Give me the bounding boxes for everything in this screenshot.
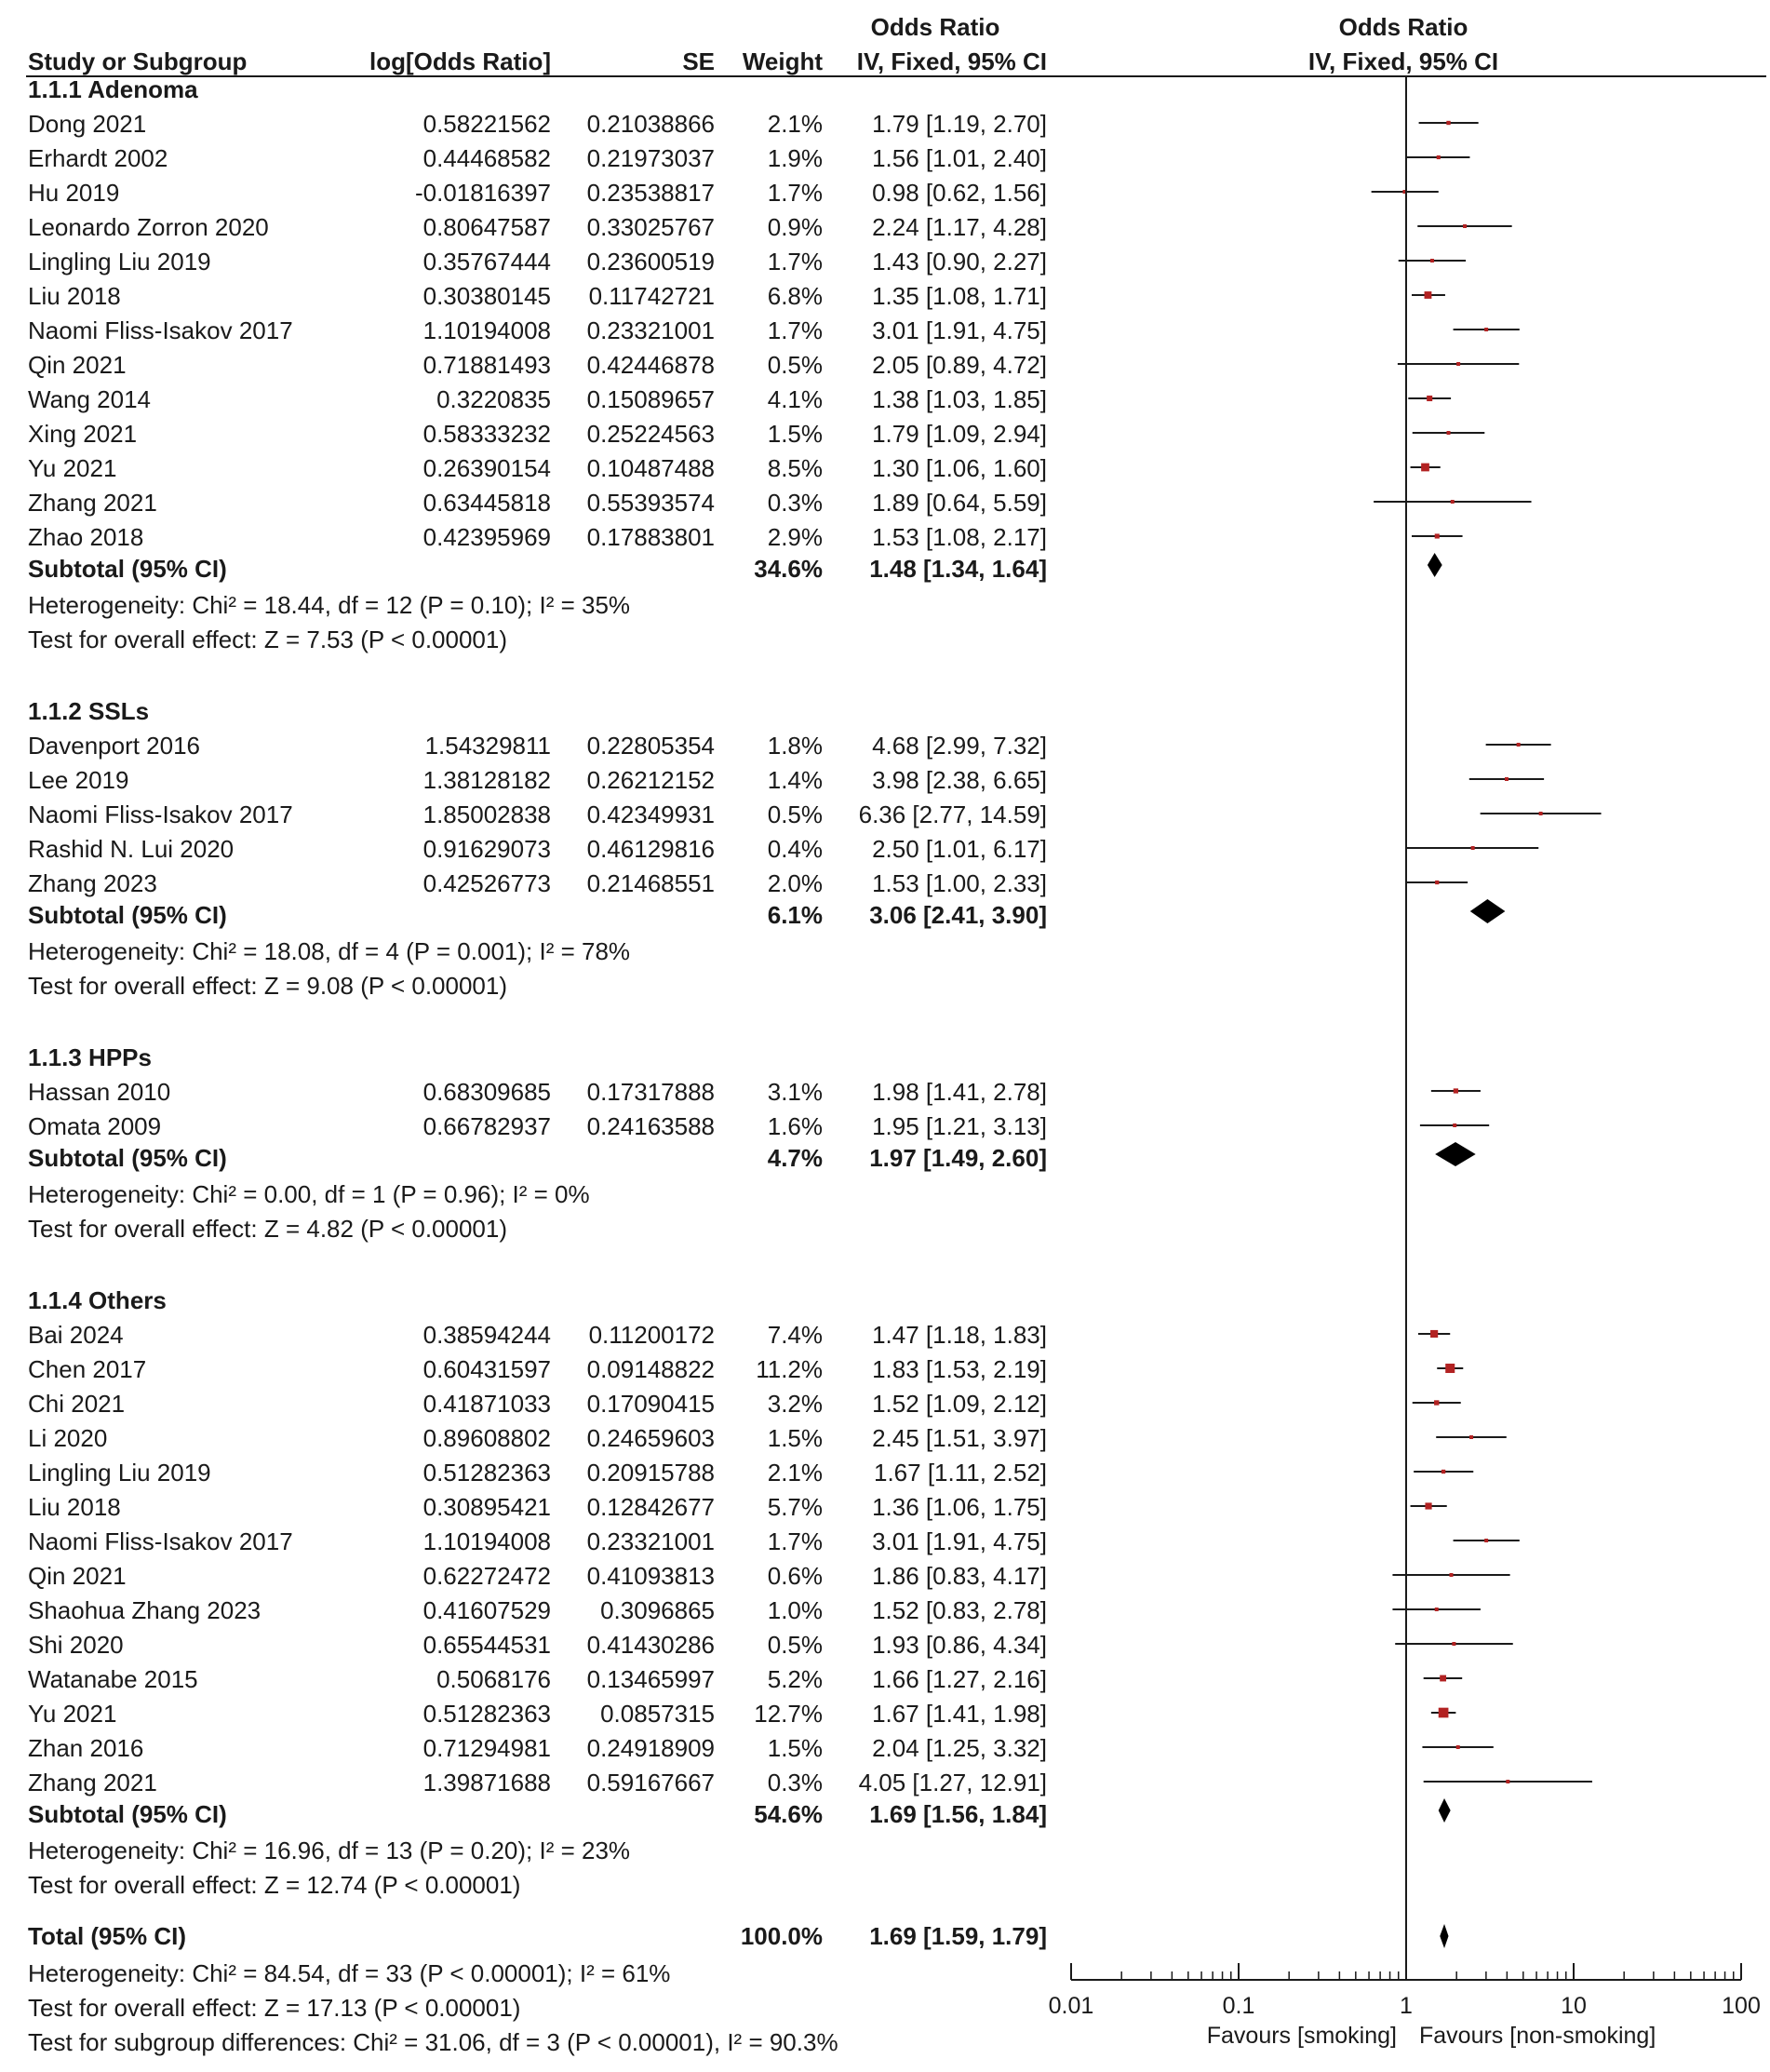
study-logor: 1.54329811 bbox=[424, 732, 551, 760]
study-weight: 2.1% bbox=[767, 1459, 823, 1487]
study-name: Liu 2018 bbox=[28, 282, 121, 310]
study-logor: 0.91629073 bbox=[422, 835, 551, 863]
study-weight: 1.5% bbox=[767, 420, 823, 448]
study-ci: 4.05 [1.27, 12.91] bbox=[858, 1769, 1047, 1796]
study-ci: 1.93 [0.86, 4.34] bbox=[872, 1631, 1047, 1659]
study-ci: 1.38 [1.03, 1.85] bbox=[872, 385, 1047, 413]
study-weight: 2.1% bbox=[767, 110, 823, 138]
study-logor: 0.26390154 bbox=[422, 454, 551, 482]
study-weight: 0.4% bbox=[767, 835, 823, 863]
subtotal-label: Subtotal (95% CI) bbox=[28, 555, 227, 583]
study-name: Naomi Fliss-Isakov 2017 bbox=[28, 1527, 293, 1555]
study-se: 0.21973037 bbox=[586, 144, 715, 172]
subtotal-ci: 1.97 [1.49, 2.60] bbox=[869, 1144, 1047, 1172]
study-name: Lingling Liu 2019 bbox=[28, 1459, 211, 1487]
study-weight: 5.7% bbox=[767, 1493, 823, 1521]
subtotal-ci: 1.69 [1.56, 1.84] bbox=[869, 1800, 1047, 1828]
study-weight: 1.6% bbox=[767, 1112, 823, 1140]
study-ci: 6.36 [2.77, 14.59] bbox=[858, 801, 1047, 828]
study-logor: 0.30895421 bbox=[422, 1493, 551, 1521]
subgroup-title: 1.1.3 HPPs bbox=[28, 1043, 152, 1071]
study-se: 0.23321001 bbox=[586, 1527, 715, 1555]
study-se: 0.20915788 bbox=[586, 1459, 715, 1487]
forest-plot-area bbox=[1049, 76, 1761, 2049]
study-se: 0.23600519 bbox=[586, 248, 715, 276]
study-se: 0.11200172 bbox=[588, 1321, 715, 1349]
study-weight: 0.6% bbox=[767, 1562, 823, 1590]
subtotal-ci: 1.48 [1.34, 1.64] bbox=[869, 555, 1047, 583]
study-ci: 3.98 [2.38, 6.65] bbox=[872, 766, 1047, 794]
study-name: Qin 2021 bbox=[28, 1562, 127, 1590]
study-logor: 0.58221562 bbox=[422, 110, 551, 138]
subtotal-diamond bbox=[1428, 553, 1442, 577]
study-name: Dong 2021 bbox=[28, 110, 147, 138]
study-ci: 1.30 [1.06, 1.60] bbox=[872, 454, 1047, 482]
study-logor: 0.42526773 bbox=[422, 869, 551, 897]
study-ci: 0.98 [0.62, 1.56] bbox=[872, 179, 1047, 207]
weight-column-header: Weight bbox=[742, 47, 823, 75]
subtotal-weight: 6.1% bbox=[767, 901, 823, 929]
study-ci: 2.45 [1.51, 3.97] bbox=[872, 1424, 1047, 1452]
study-weight: 7.4% bbox=[767, 1321, 823, 1349]
study-se: 0.41430286 bbox=[586, 1631, 715, 1659]
study-point bbox=[1425, 1502, 1431, 1509]
se-column-header: SE bbox=[682, 47, 715, 75]
total-overall-effect-text: Test for overall effect: Z = 17.13 (P < 0.00001) bbox=[28, 1994, 521, 2022]
plot-or-header-label: Odds Ratio bbox=[1338, 13, 1468, 41]
study-ci: 1.53 [1.08, 2.17] bbox=[872, 523, 1047, 551]
study-weight: 1.5% bbox=[767, 1734, 823, 1762]
study-name: Lingling Liu 2019 bbox=[28, 248, 211, 276]
study-logor: 0.44468582 bbox=[422, 144, 551, 172]
study-ci: 1.36 [1.06, 1.75] bbox=[872, 1493, 1047, 1521]
study-logor: 1.39871688 bbox=[422, 1769, 551, 1796]
study-point bbox=[1453, 1123, 1456, 1127]
study-point bbox=[1456, 1745, 1460, 1749]
study-ci: 1.66 [1.27, 2.16] bbox=[872, 1665, 1047, 1693]
study-logor: 0.68309685 bbox=[422, 1078, 551, 1106]
study-se: 0.3096865 bbox=[600, 1596, 715, 1624]
study-ci: 3.01 [1.91, 4.75] bbox=[872, 1527, 1047, 1555]
study-point bbox=[1437, 155, 1441, 159]
study-point bbox=[1435, 881, 1439, 884]
study-column-header: Study or Subgroup bbox=[28, 47, 248, 75]
forest-rows bbox=[28, 75, 1047, 2056]
subtotal-weight: 54.6% bbox=[754, 1800, 823, 1828]
or-header-label: Odds Ratio bbox=[870, 13, 1000, 41]
study-name: Erhardt 2002 bbox=[28, 144, 168, 172]
study-name: Lee 2019 bbox=[28, 766, 129, 794]
study-point bbox=[1440, 1675, 1446, 1682]
study-point bbox=[1445, 1364, 1455, 1373]
study-weight: 1.0% bbox=[767, 1596, 823, 1624]
study-weight: 1.4% bbox=[767, 766, 823, 794]
study-se: 0.25224563 bbox=[586, 420, 715, 448]
study-se: 0.59167667 bbox=[586, 1769, 715, 1796]
study-ci: 1.98 [1.41, 2.78] bbox=[872, 1078, 1047, 1106]
study-se: 0.23321001 bbox=[586, 316, 715, 344]
total-heterogeneity-text: Heterogeneity: Chi² = 84.54, df = 33 (P < 0.00001); I² = 61% bbox=[28, 1959, 671, 1987]
subgroup-differences-text: Test for subgroup differences: Chi² = 31.06, df = 3 (P < 0.00001), I² = 90.3% bbox=[28, 2028, 838, 2056]
study-se: 0.42349931 bbox=[586, 801, 715, 828]
study-se: 0.17317888 bbox=[586, 1078, 715, 1106]
study-name: Naomi Fliss-Isakov 2017 bbox=[28, 801, 293, 828]
study-ci: 1.43 [0.90, 2.27] bbox=[872, 248, 1047, 276]
study-point bbox=[1452, 1642, 1455, 1646]
study-se: 0.17090415 bbox=[586, 1390, 715, 1418]
subtotal-weight: 34.6% bbox=[754, 555, 823, 583]
subgroup-title: 1.1.1 Adenoma bbox=[28, 75, 198, 103]
study-se: 0.09148822 bbox=[586, 1355, 715, 1383]
study-weight: 1.8% bbox=[767, 732, 823, 760]
study-name: Li 2020 bbox=[28, 1424, 108, 1452]
study-se: 0.46129816 bbox=[586, 835, 715, 863]
study-point bbox=[1425, 291, 1432, 299]
subgroup-title: 1.1.4 Others bbox=[28, 1286, 167, 1314]
study-point bbox=[1469, 1435, 1473, 1439]
study-weight: 5.2% bbox=[767, 1665, 823, 1693]
study-logor: 1.10194008 bbox=[422, 316, 551, 344]
study-ci: 1.79 [1.09, 2.94] bbox=[872, 420, 1047, 448]
study-logor: 0.89608802 bbox=[422, 1424, 551, 1452]
study-point bbox=[1454, 1088, 1458, 1093]
study-point bbox=[1446, 121, 1450, 125]
study-logor: 0.38594244 bbox=[422, 1321, 551, 1349]
subtotal-label: Subtotal (95% CI) bbox=[28, 1144, 227, 1172]
study-point bbox=[1484, 1539, 1488, 1542]
study-se: 0.24918909 bbox=[586, 1734, 715, 1762]
study-logor: 0.80647587 bbox=[422, 213, 551, 241]
subtotal-diamond bbox=[1435, 1142, 1476, 1166]
study-point bbox=[1463, 224, 1467, 228]
study-logor: 0.71881493 bbox=[422, 351, 551, 379]
study-logor: 1.10194008 bbox=[422, 1527, 551, 1555]
study-se: 0.22805354 bbox=[586, 732, 715, 760]
study-weight: 2.9% bbox=[767, 523, 823, 551]
study-name: Hassan 2010 bbox=[28, 1078, 171, 1106]
study-point bbox=[1427, 396, 1432, 401]
subtotal-diamond bbox=[1439, 1798, 1451, 1823]
study-weight: 1.7% bbox=[767, 1527, 823, 1555]
study-weight: 1.7% bbox=[767, 316, 823, 344]
study-name: Rashid N. Lui 2020 bbox=[28, 835, 235, 863]
study-logor: 0.65544531 bbox=[422, 1631, 551, 1659]
study-se: 0.17883801 bbox=[586, 523, 715, 551]
study-logor: 0.30380145 bbox=[422, 282, 551, 310]
study-point bbox=[1456, 362, 1460, 366]
study-se: 0.12842677 bbox=[586, 1493, 715, 1521]
study-logor: -0.01816397 bbox=[414, 179, 551, 207]
subtotal-label: Subtotal (95% CI) bbox=[28, 901, 227, 929]
study-name: Zhang 2021 bbox=[28, 1769, 157, 1796]
study-point bbox=[1484, 328, 1488, 331]
study-weight: 1.7% bbox=[767, 179, 823, 207]
study-name: Chen 2017 bbox=[28, 1355, 147, 1383]
study-name: Qin 2021 bbox=[28, 351, 127, 379]
table-header bbox=[26, 13, 1766, 76]
study-weight: 12.7% bbox=[754, 1700, 823, 1728]
study-weight: 3.2% bbox=[767, 1390, 823, 1418]
ci-column-header: IV, Fixed, 95% CI bbox=[856, 47, 1047, 75]
study-logor: 1.38128182 bbox=[422, 766, 551, 794]
study-ci: 1.52 [0.83, 2.78] bbox=[872, 1596, 1047, 1624]
study-point bbox=[1430, 259, 1434, 262]
study-name: Bai 2024 bbox=[28, 1321, 124, 1349]
study-ci: 1.67 [1.41, 1.98] bbox=[872, 1700, 1047, 1728]
study-weight: 0.3% bbox=[767, 1769, 823, 1796]
study-logor: 0.71294981 bbox=[422, 1734, 551, 1762]
study-point bbox=[1506, 1780, 1509, 1783]
study-logor: 0.51282363 bbox=[422, 1700, 551, 1728]
study-point bbox=[1441, 1470, 1445, 1473]
study-se: 0.11742721 bbox=[588, 282, 715, 310]
study-logor: 0.66782937 bbox=[422, 1112, 551, 1140]
study-logor: 0.5068176 bbox=[436, 1665, 551, 1693]
overall-effect-text: Test for overall effect: Z = 4.82 (P < 0.00001) bbox=[28, 1215, 507, 1243]
study-name: Hu 2019 bbox=[28, 179, 120, 207]
study-se: 0.42446878 bbox=[586, 351, 715, 379]
total-label: Total (95% CI) bbox=[28, 1922, 186, 1950]
study-se: 0.33025767 bbox=[586, 213, 715, 241]
study-ci: 1.89 [0.64, 5.59] bbox=[872, 489, 1047, 517]
study-name: Davenport 2016 bbox=[28, 732, 201, 760]
study-logor: 1.85002838 bbox=[422, 801, 551, 828]
study-logor: 0.35767444 bbox=[422, 248, 551, 276]
plot-ci-column-header: IV, Fixed, 95% CI bbox=[1307, 47, 1499, 75]
overall-effect-text: Test for overall effect: Z = 12.74 (P < 0.00001) bbox=[28, 1871, 521, 1899]
total-weight: 100.0% bbox=[740, 1922, 823, 1950]
study-ci: 1.52 [1.09, 2.12] bbox=[872, 1390, 1047, 1418]
study-se: 0.24659603 bbox=[586, 1424, 715, 1452]
favours-right-label: Favours [non-smoking] bbox=[1419, 2023, 1656, 2049]
subtotal-ci: 3.06 [2.41, 3.90] bbox=[869, 901, 1047, 929]
study-logor: 0.3220835 bbox=[436, 385, 551, 413]
subtotal-weight: 4.7% bbox=[767, 1144, 823, 1172]
study-weight: 0.9% bbox=[767, 213, 823, 241]
study-weight: 4.1% bbox=[767, 385, 823, 413]
study-point bbox=[1421, 464, 1429, 472]
study-se: 0.41093813 bbox=[586, 1562, 715, 1590]
study-ci: 1.95 [1.21, 3.13] bbox=[872, 1112, 1047, 1140]
heterogeneity-text: Heterogeneity: Chi² = 18.08, df = 4 (P = 0.001); I² = 78% bbox=[28, 937, 631, 965]
x-tick-label: 10 bbox=[1561, 1993, 1587, 2019]
study-weight: 6.8% bbox=[767, 282, 823, 310]
study-weight: 11.2% bbox=[756, 1355, 823, 1383]
study-name: Chi 2021 bbox=[28, 1390, 126, 1418]
heterogeneity-text: Heterogeneity: Chi² = 18.44, df = 12 (P = 0.10); I² = 35% bbox=[28, 591, 631, 619]
x-tick-label: 1 bbox=[1400, 1993, 1413, 2019]
study-ci: 1.56 [1.01, 2.40] bbox=[872, 144, 1047, 172]
study-weight: 0.5% bbox=[767, 801, 823, 828]
study-point bbox=[1430, 1330, 1438, 1338]
study-se: 0.23538817 bbox=[586, 179, 715, 207]
study-weight: 1.7% bbox=[767, 248, 823, 276]
study-weight: 0.5% bbox=[767, 1631, 823, 1659]
study-name: Xing 2021 bbox=[28, 420, 138, 448]
heterogeneity-text: Heterogeneity: Chi² = 16.96, df = 13 (P = 0.20); I² = 23% bbox=[28, 1837, 631, 1864]
study-ci: 1.86 [0.83, 4.17] bbox=[872, 1562, 1047, 1590]
study-name: Zhan 2016 bbox=[28, 1734, 144, 1762]
overall-effect-text: Test for overall effect: Z = 7.53 (P < 0.00001) bbox=[28, 626, 507, 653]
study-name: Zhang 2023 bbox=[28, 869, 157, 897]
study-logor: 0.41607529 bbox=[422, 1596, 551, 1624]
study-point bbox=[1451, 500, 1455, 504]
study-se: 0.21038866 bbox=[586, 110, 715, 138]
study-ci: 2.05 [0.89, 4.72] bbox=[872, 351, 1047, 379]
study-name: Naomi Fliss-Isakov 2017 bbox=[28, 316, 293, 344]
study-se: 0.13465997 bbox=[586, 1665, 715, 1693]
study-name: Watanabe 2015 bbox=[28, 1665, 198, 1693]
study-weight: 1.5% bbox=[767, 1424, 823, 1452]
study-ci: 1.67 [1.11, 2.52] bbox=[874, 1459, 1047, 1487]
x-tick-label: 100 bbox=[1722, 1993, 1761, 2019]
study-name: Leonardo Zorron 2020 bbox=[28, 213, 269, 241]
study-ci: 2.24 [1.17, 4.28] bbox=[872, 213, 1047, 241]
x-tick-label: 0.1 bbox=[1222, 1993, 1255, 2019]
logor-column-header: log[Odds Ratio] bbox=[369, 47, 551, 75]
study-name: Zhao 2018 bbox=[28, 523, 144, 551]
favours-left-label: Favours [smoking] bbox=[1206, 2023, 1397, 2049]
subtotal-diamond bbox=[1470, 899, 1506, 923]
study-name: Yu 2021 bbox=[28, 1700, 117, 1728]
study-ci: 2.50 [1.01, 6.17] bbox=[872, 835, 1047, 863]
study-point bbox=[1439, 1708, 1449, 1718]
study-logor: 0.42395969 bbox=[422, 523, 551, 551]
x-tick-label: 0.01 bbox=[1048, 1993, 1094, 2019]
subtotal-label: Subtotal (95% CI) bbox=[28, 1800, 227, 1828]
study-se: 0.26212152 bbox=[586, 766, 715, 794]
study-logor: 0.58333232 bbox=[422, 420, 551, 448]
study-ci: 1.35 [1.08, 1.71] bbox=[872, 282, 1047, 310]
study-name: Shi 2020 bbox=[28, 1631, 124, 1659]
study-point bbox=[1434, 1400, 1439, 1405]
study-ci: 1.47 [1.18, 1.83] bbox=[872, 1321, 1047, 1349]
study-name: Yu 2021 bbox=[28, 454, 117, 482]
study-point bbox=[1435, 1608, 1439, 1611]
study-se: 0.24163588 bbox=[586, 1112, 715, 1140]
study-se: 0.15089657 bbox=[586, 385, 715, 413]
study-logor: 0.62272472 bbox=[422, 1562, 551, 1590]
study-point bbox=[1517, 743, 1521, 747]
total-diamond bbox=[1440, 1924, 1448, 1948]
study-logor: 0.60431597 bbox=[422, 1355, 551, 1383]
study-se: 0.10487488 bbox=[586, 454, 715, 482]
study-point bbox=[1435, 533, 1440, 538]
study-weight: 0.3% bbox=[767, 489, 823, 517]
study-logor: 0.63445818 bbox=[422, 489, 551, 517]
study-ci: 1.53 [1.00, 2.33] bbox=[872, 869, 1047, 897]
study-se: 0.0857315 bbox=[600, 1700, 715, 1728]
overall-effect-text: Test for overall effect: Z = 9.08 (P < 0.00001) bbox=[28, 972, 507, 1000]
study-ci: 4.68 [2.99, 7.32] bbox=[872, 732, 1047, 760]
study-logor: 0.51282363 bbox=[422, 1459, 551, 1487]
study-se: 0.21468551 bbox=[586, 869, 715, 897]
study-se: 0.55393574 bbox=[586, 489, 715, 517]
study-ci: 1.83 [1.53, 2.19] bbox=[872, 1355, 1047, 1383]
study-weight: 3.1% bbox=[767, 1078, 823, 1106]
study-weight: 2.0% bbox=[767, 869, 823, 897]
study-name: Shaohua Zhang 2023 bbox=[28, 1596, 261, 1624]
study-point bbox=[1539, 812, 1543, 815]
study-weight: 0.5% bbox=[767, 351, 823, 379]
subgroup-title: 1.1.2 SSLs bbox=[28, 697, 150, 725]
study-weight: 8.5% bbox=[767, 454, 823, 482]
study-name: Wang 2014 bbox=[28, 385, 152, 413]
study-ci: 2.04 [1.25, 3.32] bbox=[872, 1734, 1047, 1762]
heterogeneity-text: Heterogeneity: Chi² = 0.00, df = 1 (P = 0.96); I² = 0% bbox=[28, 1180, 590, 1208]
study-name: Zhang 2021 bbox=[28, 489, 157, 517]
study-logor: 0.41871033 bbox=[422, 1390, 551, 1418]
study-name: Liu 2018 bbox=[28, 1493, 121, 1521]
study-name: Omata 2009 bbox=[28, 1112, 162, 1140]
study-point bbox=[1471, 846, 1475, 850]
total-ci: 1.69 [1.59, 1.79] bbox=[869, 1922, 1047, 1950]
study-point bbox=[1505, 777, 1509, 781]
study-ci: 1.79 [1.19, 2.70] bbox=[872, 110, 1047, 138]
study-ci: 3.01 [1.91, 4.75] bbox=[872, 316, 1047, 344]
study-weight: 1.9% bbox=[767, 144, 823, 172]
study-point bbox=[1447, 431, 1451, 435]
study-point bbox=[1450, 1573, 1454, 1577]
